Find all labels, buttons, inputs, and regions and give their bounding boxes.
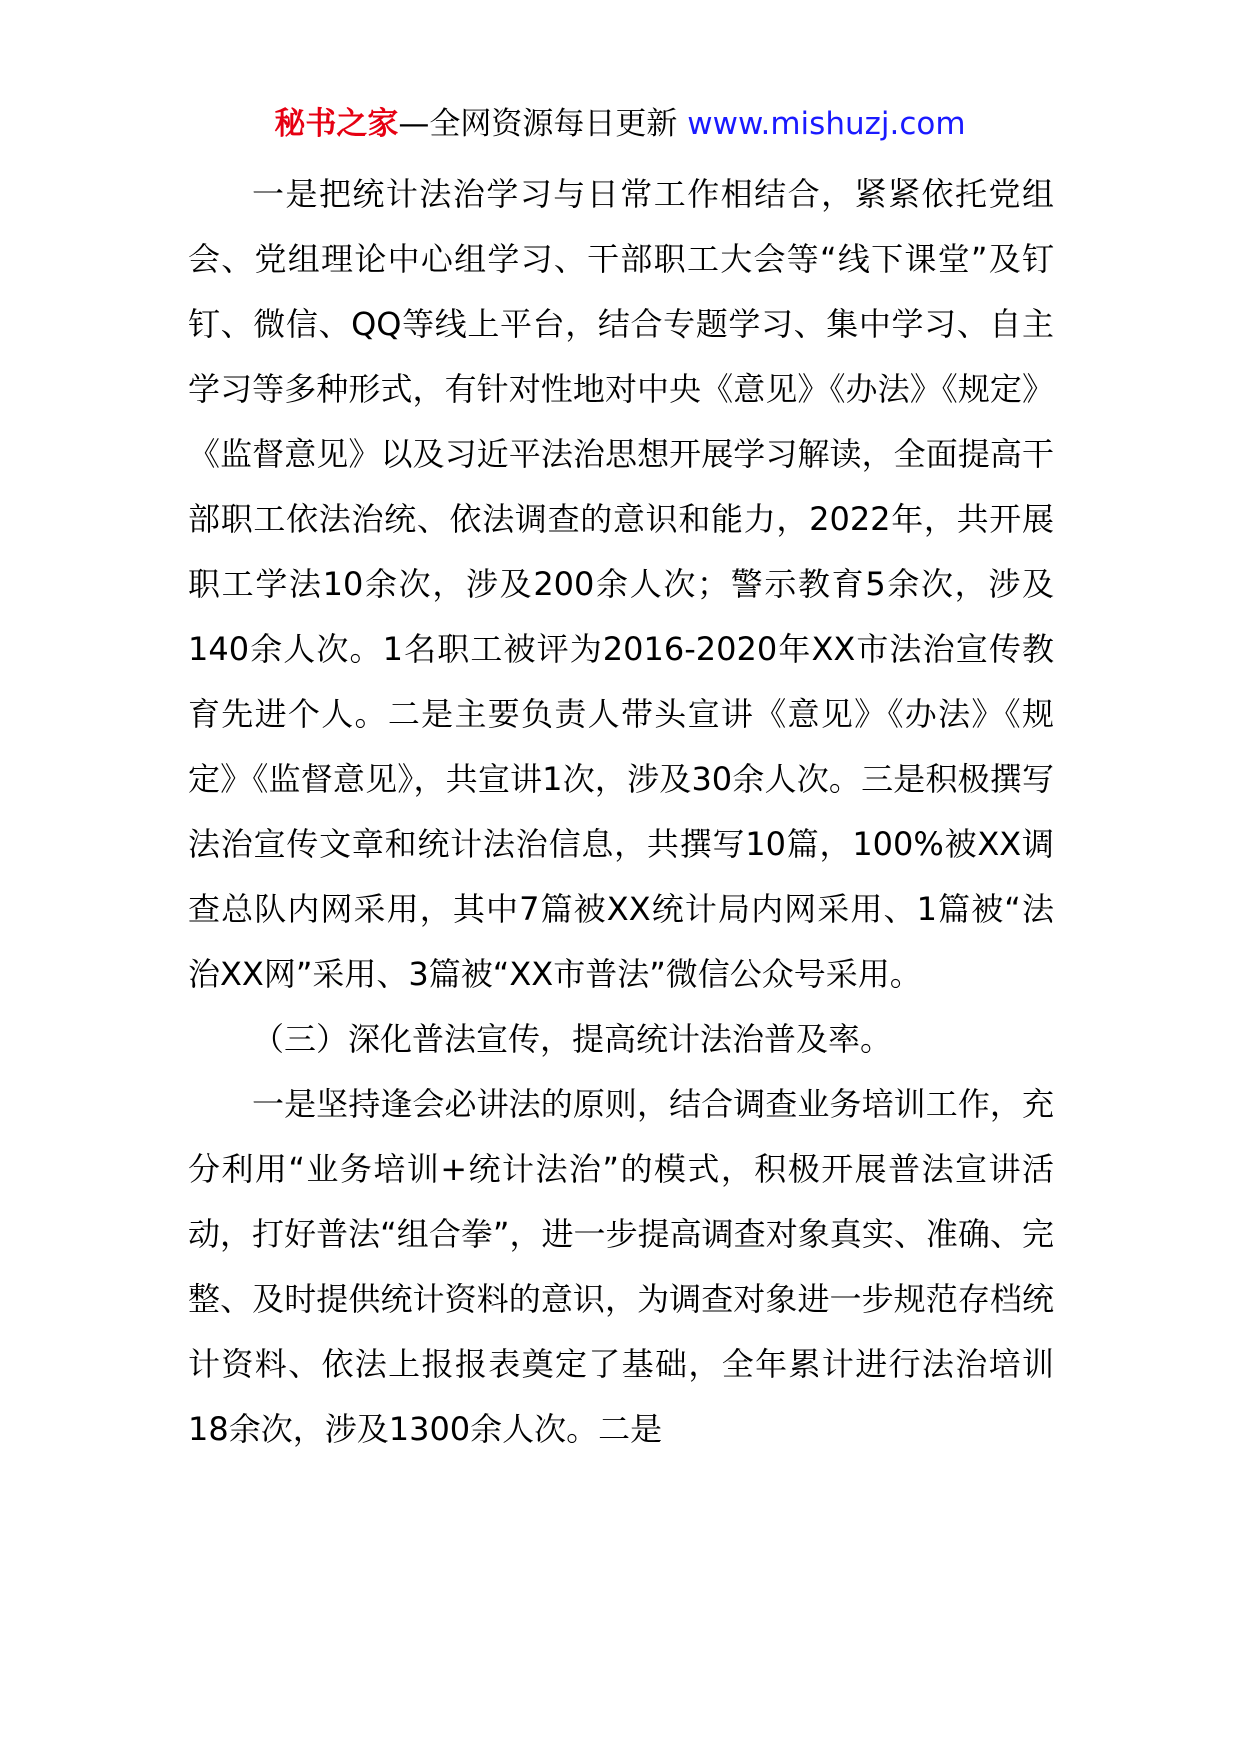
header-tagline: —全网资源每日更新 bbox=[398, 106, 688, 142]
page-header bbox=[0, 102, 1240, 146]
header-brand: 秘书之家 bbox=[274, 106, 399, 142]
body-paragraph: 一是坚持逢会必讲法的原则，结合调查业务培训工作，充分利用“业务培训+统计法治”的模式，积极开展普法宣讲活动，打好普法“组合拳”，进一步提高调查对象真实、准确、完整、及时提供统计资料的意识，为调查对象进一步规范存档统计资料、依法上报报表奠定了基础，全年累计进行法治培训18余次，涉及1300余人次。二是 bbox=[188, 1085, 1054, 1448]
section-heading: （三）深化普法宣传，提高统计法治普及率。 bbox=[252, 1020, 893, 1058]
header-url-link[interactable]: www.mishuzj.com bbox=[687, 106, 966, 142]
body-paragraph: 一是把统计法治学习与日常工作相结合，紧紧依托党组会、党组理论中心组学习、干部职工大会等“线下课堂”及钉钉、微信、QQ等线上平台，结合专题学习、集中学习、自主学习等多种形式，有针对性地对中央《意见》《办法》《规定》《监督意见》以及习近平法治思想开展学习解读，全面提高干部职工依法治统、依法调查的意识和能力，2022年，共开展职工学法10余次，涉及200余人次；警示教育5余次，涉及140余人次。1名职工被评为2016-2020年XX市法治宣传教育先进个人。二是主要负责人带头宣讲《意见》《办法》《规定》《监督意见》，共宣讲1次，涉及30余人次。三是积极撰写法治宣传文章和统计法治信息，共撰写10篇，100%被XX调查总队内网采用，其中7篇被XX统计局内网采用、1篇被“法治XX网”采用、3篇被“XX市普法”微信公众号采用。 bbox=[188, 175, 1054, 993]
document-body bbox=[188, 162, 1054, 1462]
